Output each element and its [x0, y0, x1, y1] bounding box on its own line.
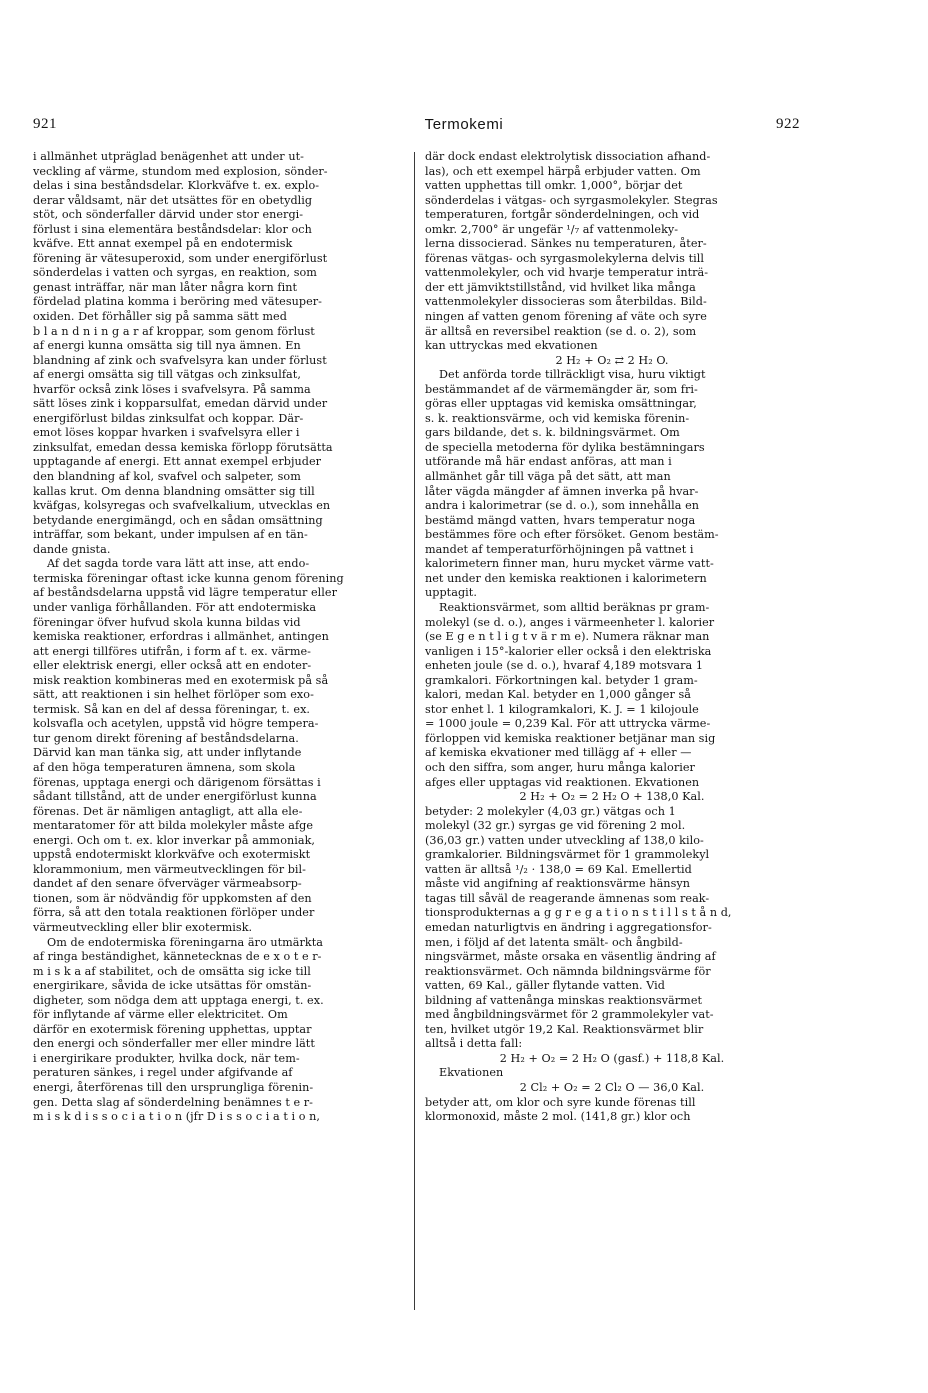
text-line: och den siffra, som anger, huru många kalorier	[425, 760, 695, 774]
text-line: inträffar, som bekant, under impulsen af en tän-	[33, 528, 308, 542]
text-line: att energi tillföres utifrån, i form af t. ex. värme-	[33, 644, 311, 658]
text-line: bildning af vattenånga minskas reaktionsvärmet	[425, 993, 703, 1007]
text-line: utförande må här endast anföras, att man i	[425, 455, 672, 469]
text-line: hvarför också zink löses i svafvelsyra. På samma	[33, 382, 311, 396]
text-line: b l a n d n i n g a r af kroppar, som genom förlust	[33, 324, 315, 338]
text-line: vatten är alltså ¹/₂ · 138,0 = 69 Kal. Emellertid	[425, 862, 692, 876]
left-text-column	[33, 150, 407, 1125]
text-line: emot löses koppar hvarken i svafvelsyra eller i	[33, 426, 300, 440]
text-line: betydande energimängd, och en sådan omsättning	[33, 513, 323, 527]
text-line: den energi och sönderfaller mer eller mindre lätt	[33, 1037, 315, 1051]
text-line: misk reaktion kombineras med en exotermisk på så	[33, 673, 329, 687]
text-line: Ekvationen	[439, 1066, 504, 1080]
text-line: bestämmes före och efter försöket. Genom bestäm-	[425, 528, 719, 542]
text-line: tionsprodukternas a g g r e g a t i o n s t i l l s t å n d,	[425, 906, 732, 920]
text-line: är alltså en reversibel reaktion (se d. o. 2), som	[425, 324, 697, 338]
text-line: sätt löses zink i kopparsulfat, emedan därvid under	[33, 397, 328, 411]
text-line: tionen, som är nödvändig för uppkomsten af den	[33, 891, 312, 905]
text-line: zinksulfat, emedan dessa kemiska förlopp förutsätta	[33, 440, 333, 454]
text-line: temperaturen, fortgår sönderdelningen, och vid	[425, 208, 700, 222]
text-line: der ett jämviktstillstånd, vid hvilket lika många	[425, 280, 696, 294]
text-line: i energirikare produkter, hvilka dock, när tem-	[33, 1051, 300, 1065]
text-line: gen. Detta slag af sönderdelning benämnes t e r-	[33, 1095, 314, 1109]
text-line: termisk. Så kan en del af dessa föreningar, t. ex.	[33, 702, 311, 716]
text-line: sådant tillstånd, att de under energiförlust kunna	[33, 790, 317, 804]
text-line: blandning af zink och svafvelsyra kan under förlust	[33, 353, 327, 367]
text-line: energi. Och om t. ex. klor inverkar på ammoniak,	[33, 833, 316, 847]
text-line: oxiden. Det förhåller sig på samma sätt med	[33, 310, 287, 324]
text-line: Af det sagda torde vara lätt att inse, att endo-	[47, 557, 310, 571]
text-line: dandet af den senare öfverväger värmeabsorp-	[33, 877, 302, 891]
text-line: upptagande af energi. Ett annat exempel erbjuder	[33, 455, 322, 469]
text-line: gars bildande, det s. k. bildningsvärmet. Om	[425, 426, 680, 440]
text-line: värmeutveckling eller blir exotermisk.	[33, 920, 253, 934]
page-number-left: 921	[33, 116, 57, 132]
text-line: = 1000 joule = 0,239 Kal. För att uttrycka värme-	[425, 717, 711, 731]
text-line: enheten joule (se d. o.), hvaraf 4,189 motsvara 1	[425, 659, 704, 673]
text-line: den blandning af kol, svafvel och salpeter, som	[33, 470, 301, 484]
text-line: eller elektrisk energi, eller också att en endoter-	[33, 659, 312, 673]
text-line: upptagit.	[425, 586, 477, 600]
text-line: net under den kemiska reaktionen i kalorimetern	[425, 571, 707, 585]
text-line: betyder att, om klor och syre kunde förenas till	[425, 1095, 696, 1109]
text-line: stöt, och sönderfaller därvid under stor energi-	[33, 208, 304, 222]
text-line: kolsvafla och acetylen, uppstå vid högre tempera-	[33, 717, 319, 731]
text-line: energi, återförenas till den ursprungliga förenin-	[33, 1081, 314, 1094]
text-line: Därvid kan man tänka sig, att under inflytande	[33, 746, 302, 760]
text-line: i allmänhet utpräglad benägenhet att under ut-	[33, 150, 304, 163]
text-line: mentaratomer för att bilda molekyler måste afge	[33, 819, 314, 833]
text-line: stor enhet l. 1 kilogramkalori, K. J. = 1 kilojoule	[425, 702, 699, 716]
right-text-column	[425, 150, 799, 1125]
text-line: tur genom direkt förening af beståndsdelarna.	[33, 731, 299, 745]
text-line: bestämd mängd vatten, hvars temperatur noga	[425, 513, 696, 527]
text-line: vatten upphettas till omkr. 1,000°, börjar det	[425, 179, 683, 193]
text-line: Reaktionsvärmet, som alltid beräknas pr gram-	[439, 600, 710, 614]
text-line: kalorimetern finner man, huru mycket värme vatt-	[425, 557, 714, 571]
text-line: uppstå endotermiskt klorkväfve och exotermiskt	[33, 848, 311, 862]
text-line: peraturen sänkes, i regel under afgifvande af	[33, 1066, 293, 1080]
equation-line: 2 Cl₂ + O₂ = 2 Cl₂ O — 36,0 Kal.	[519, 1081, 705, 1094]
text-line: förloppen vid kemiska reaktioner betjänar man sig	[425, 731, 716, 745]
text-line: las), och ett exempel härpå erbjuder vatten. Om	[425, 164, 701, 178]
text-line: kan uttryckas med ekvationen	[425, 339, 598, 353]
text-line: veckling af värme, stundom med explosion, sönder-	[33, 164, 328, 178]
text-line: Om de endotermiska föreningarna äro utmärkta	[47, 935, 324, 949]
equation-line: 2 H₂ + O₂ = 2 H₂ O (gasf.) + 118,8 Kal.	[499, 1051, 725, 1065]
text-line: gramkalori. Förkortningen kal. betyder 1 gram-	[425, 673, 698, 687]
text-line: mandet af temperaturförhöjningen på vattnet i	[425, 542, 694, 556]
text-line: de speciella metoderna för dylika bestämningars	[425, 440, 705, 454]
text-line: termiska föreningar oftast icke kunna genom förening	[33, 571, 344, 585]
text-line: vattenmolekyler dissocieras som återbildas. Bild-	[425, 295, 707, 309]
text-line: molekyl (se d. o.), anges i värmeenheter l. kalorier	[425, 615, 715, 629]
text-line: men, i följd af det latenta smält- och ångbild-	[425, 935, 683, 949]
text-line: göras eller upptagas vid kemiska omsättningar,	[425, 397, 697, 411]
text-line: (36,03 gr.) vatten under utveckling af 138,0 kilo-	[425, 833, 704, 847]
text-line: kväfve. Ett annat exempel på en endotermisk	[33, 237, 293, 251]
text-line: energiförlust bildas zinksulfat och koppar. Där-	[33, 411, 304, 425]
text-line: molekyl (32 gr.) syrgas ge vid förening 2 mol.	[425, 819, 686, 833]
text-line: förlust i sina elementära beståndsdelar: klor och	[33, 222, 312, 236]
text-line: reaktionsvärmet. Och nämnda bildningsvärme för	[425, 964, 711, 978]
text-line: förenas, upptaga energi och därigenom försättas i	[33, 775, 321, 789]
text-line: kalori, medan Kal. betyder en 1,000 gånger så	[425, 688, 691, 702]
text-line: förra, så att den totala reaktionen förlöper under	[33, 906, 315, 920]
text-line: af energi kunna omsätta sig till nya ämnen. En	[33, 339, 301, 353]
text-line: förening är vätesuperoxid, som under energiförlust	[33, 251, 328, 265]
text-line: under vanliga förhållanden. För att endotermiska	[33, 600, 317, 614]
text-line: föreningar öfver hufvud skola kunna bildas vid	[33, 615, 301, 629]
text-line: för inflytande af värme eller elektricitet. Om	[33, 1008, 288, 1022]
text-line: af beståndsdelarna uppstå vid lägre temperatur eller	[33, 586, 337, 600]
text-line: genast inträffar, när man låter några korn fint	[33, 280, 298, 294]
text-line: ten, hvilket utgör 19,2 Kal. Reaktionsvärmet blir	[425, 1022, 704, 1036]
text-line: m i s k d i s s o c i a t i o n (jfr D i s s o c i a t i o n,	[33, 1110, 320, 1124]
text-line: gramkalorier. Bildningsvärmet för 1 grammolekyl	[425, 848, 710, 862]
text-line: energirikare, såvida de icke utsättas för omstän-	[33, 979, 312, 993]
text-line: bestämmandet af de värmemängder är, som fri-	[425, 382, 698, 396]
equation-line: 2 H₂ + O₂ ⇄ 2 H₂ O.	[555, 353, 669, 367]
text-line: kallas krut. Om denna blandning omsätter sig till	[33, 484, 315, 498]
text-line: måste vid angifning af reaktionsvärme hänsyn	[425, 877, 690, 891]
text-line: vanligen i 15°-kalorier eller också i den elektriska	[425, 644, 712, 658]
text-line: vattenmolekyler, och vid hvarje temperatur inträ-	[425, 266, 709, 280]
text-line: kemiska reaktioner, erfordras i allmänhet, antingen	[33, 630, 329, 644]
text-line: af kemiska ekvationer med tillägg af + eller —	[425, 746, 692, 760]
page-header	[0, 116, 928, 138]
text-line: med ångbildningsvärmet för 2 grammolekyler vat-	[425, 1008, 714, 1022]
text-line: (se E g e n t l i g t v ä r m e). Numera räknar man	[425, 630, 710, 644]
text-line: af energi omsätta sig till vätgas och zinksulfat,	[33, 368, 301, 382]
column-divider	[414, 152, 415, 1310]
text-line: betyder: 2 molekyler (4,03 gr.) vätgas och 1	[425, 804, 676, 818]
text-line: sönderdelas i vätgas- och syrgasmolekyler. Stegras	[425, 193, 718, 207]
text-line: dande gnista.	[33, 542, 111, 556]
text-line: delas i sina beståndsdelar. Klorkväfve t. ex. explo-	[33, 179, 320, 193]
text-line: emedan naturligtvis en ändring i aggregationsfor-	[425, 920, 712, 934]
text-line: där dock endast elektrolytisk dissociation afhand-	[425, 150, 711, 163]
text-line: af ringa beständighet, kännetecknas de e x o t e r-	[33, 950, 322, 964]
text-line: alltså i detta fall:	[425, 1037, 523, 1051]
text-line: af den höga temperaturen ämnena, som skola	[33, 760, 296, 774]
text-line: fördelad platina komma i beröring med vätesuper-	[33, 295, 323, 309]
text-line: förenas vätgas- och syrgasmolekylerna delvis till	[425, 251, 705, 265]
equation-line: 2 H₂ + O₂ = 2 H₂ O + 138,0 Kal.	[519, 790, 705, 804]
text-line: klorammonium, men värmeutvecklingen för bil-	[33, 862, 306, 876]
text-line: klormonoxid, måste 2 mol. (141,8 gr.) klor och	[425, 1110, 691, 1124]
text-line: ningen af vatten genom förening af väte och syre	[425, 310, 707, 324]
text-line: låter vägda mängder af ämnen inverka på hvar-	[425, 484, 699, 498]
text-line: allmänhet går till väga på det sätt, att man	[425, 470, 671, 484]
text-line: vatten, 69 Kal., gäller flytande vatten. Vid	[425, 979, 665, 993]
page-title: Termokemi	[424, 116, 504, 133]
text-line: tagas till såväl de reagerande ämnenas som reak-	[425, 891, 710, 905]
text-line: lerna dissocierad. Sänkes nu temperaturen, åter-	[425, 237, 707, 251]
text-line: förenas. Det är nämligen antagligt, att alla ele-	[33, 804, 303, 818]
text-line: Det anförda torde tillräckligt visa, huru viktigt	[439, 368, 706, 382]
text-line: sätt, att reaktionen i sin helhet förlöper som exo-	[33, 688, 314, 702]
text-line: s. k. reaktionsvärme, och vid kemiska förenin-	[425, 411, 690, 425]
text-line: digheter, som nödga dem att upptaga energi, t. ex.	[33, 993, 324, 1007]
text-line: andra i kalorimetrar (se d. o.), som innehålla en	[425, 499, 699, 513]
text-line: kväfgas, kolsyregas och svafvelkalium, utvecklas en	[33, 499, 331, 513]
text-line: ningsvärmet, måste orsaka en väsentlig ändring af	[425, 950, 716, 964]
text-line: m i s k a af stabilitet, och de omsätta sig icke till	[33, 964, 311, 978]
text-line: derar våldsamt, när det utsättes för en obetydlig	[33, 193, 313, 207]
text-line: omkr. 2,700° är ungefär ¹/₇ af vattenmoleky-	[425, 222, 679, 236]
text-line: afges eller upptagas vid reaktionen. Ekvationen	[425, 775, 700, 789]
page-number-right: 922	[776, 116, 800, 132]
text-line: sönderdelas i vatten och syrgas, en reaktion, som	[33, 266, 317, 280]
text-line: därför en exotermisk förening upphettas, upptar	[33, 1022, 312, 1036]
